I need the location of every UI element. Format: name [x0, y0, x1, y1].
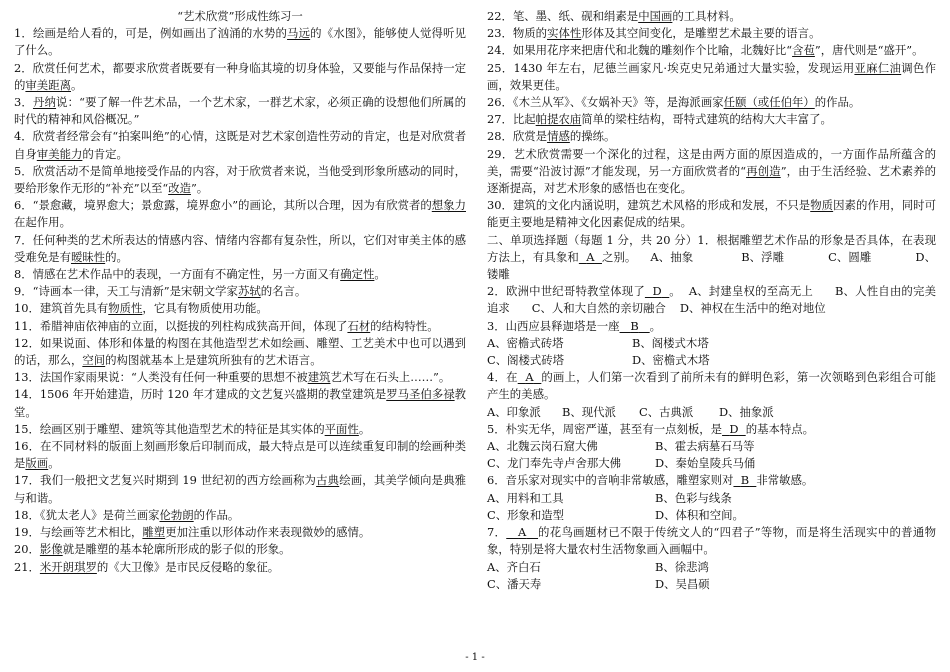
answer: B	[740, 473, 750, 488]
question-item: 22．笔、墨、纸、砚和绢素是中国画的工具材料。	[487, 9, 741, 23]
question-item: 5．欣赏活动不是简单地接受作品的内容，对于欣赏者来说，当他受到形象所感动的同时，要给形象作无形的“补充”以至“改造”。	[14, 163, 466, 196]
option: C、人和大自然的亲切融合	[531, 301, 666, 316]
question-item: 1．绘画是给人看的，可是，例如画出了汹涌的水势的马远的《水图》，能够使人觉得听见了什么。	[14, 26, 466, 58]
question-item: 8．情感在艺术作品中的表现，一方面有不确定性，另一方面又有确定性。	[14, 267, 386, 282]
answer: 古典	[316, 473, 340, 488]
options-mc-3	[487, 335, 936, 352]
option: B、人性自由的完美追求	[487, 284, 936, 316]
options-mc-7b	[487, 576, 936, 593]
page-number: - 1 -	[465, 652, 485, 663]
answer: 石材	[347, 318, 371, 333]
option: C、潘天寿	[487, 576, 542, 591]
answer: A	[518, 525, 527, 540]
option: B、浮雕	[741, 249, 785, 264]
question-item: 14．1506 年开始建造，历时 120 年才建成的文艺复兴盛期的教堂建筑是罗马圣伯多禄教堂。	[14, 387, 467, 419]
fill-in-questions-part1	[14, 25, 466, 576]
answer: 亚麻仁油	[854, 60, 902, 75]
options-mc-6	[487, 490, 936, 507]
page-title: “艺术欣赏”形成性练习一	[177, 9, 303, 23]
answer: 罗马圣伯多禄	[386, 387, 455, 402]
question-item: 7．任何种类的艺术所表达的情感内容、情绪内容都有复杂性，所以，它们对审美主体的感受难免是有暧昧性的。	[14, 232, 466, 264]
answer: 苏轼	[237, 284, 261, 299]
answer: 建筑	[307, 370, 331, 385]
answer: B	[630, 318, 639, 333]
section-heading: 二、单项选择题（每题 1 分，共 20 分）	[487, 232, 698, 247]
question-item: 24．如果用花序来把唐代和北魏的雕刻作个比喻，北魏好比“含苞”，唐代则是“盛开”。	[487, 43, 924, 58]
question-item: 10．建筑首先具有物质性，它具有物质使用功能。	[14, 301, 268, 316]
question-mc-3: 3．山西应县释迦塔是一座 B 。	[487, 318, 662, 333]
question-item: 13．法国作家雨果说：“人类没有任何一种重要的思想不被建筑艺术写在石头上……”。	[14, 370, 451, 385]
option: B、霍去病墓石马等	[655, 439, 755, 454]
options-mc-5b	[487, 455, 936, 472]
question-mc-2: 2．欧洲中世纪哥特教堂体现了 D 。 A、封建皇权的至高无上 B、人性自由的完美追求 C、人和大自然的亲切融合 D、神权在生活中的绝对地位	[487, 284, 936, 316]
question-item: 25．1430 年左右，尼德兰画家凡·埃克史兄弟通过大量实验，发现运用亚麻仁油调色作画，效果更佳。	[487, 60, 936, 92]
question-item: 23．物质的实体性形体及其空间变化，是雕塑艺术最主要的语言。	[487, 26, 821, 41]
option: B、徐悲鸿	[655, 559, 709, 574]
option: D、镂雕	[487, 249, 936, 282]
option: A、印象派	[487, 404, 541, 419]
option: B、色彩与线条	[655, 490, 732, 505]
option: C、圆雕	[828, 249, 872, 264]
option: C、阁楼式砖塔	[487, 353, 565, 368]
answer: 审美距离	[25, 77, 71, 92]
answer: 任颐（或任伯年）	[723, 95, 815, 110]
question-item: 26．《木兰从军》、《女娲补天》等，是海派画家任颐（或任伯年）的作品。	[487, 95, 861, 110]
question-item: 12．如果说面、体形和体量的构图在其他造型艺术如绘画、雕塑、工艺美术中也可以遇到的话，那么，空间的构图就基本上是建筑所独有的艺术语言。	[14, 335, 466, 368]
question-item: 9．“诗画本一律，天工与清新”是宋朝文学家苏轼的名言。	[14, 284, 307, 299]
option: A、齐白石	[487, 559, 541, 574]
answer: 审美能力	[36, 146, 83, 161]
option: A、封建皇权的至高无上	[688, 284, 813, 299]
option: D、神权在生活中的绝对地位	[679, 301, 826, 316]
option: D、体积和空间。	[655, 507, 744, 522]
option: C、形象和造型	[487, 507, 565, 522]
answer: 改造	[168, 181, 191, 196]
options-mc-3b	[487, 352, 936, 369]
question-item: 6．“景愈藏，境界愈大；景愈露，境界愈小”的画论，其所以合理，因为有欣赏者的想象力在起作用。	[14, 198, 466, 230]
question-mc-6: 6．音乐家对现实中的音响非常敏感，雕塑家则对 B 非常敏感。	[487, 473, 814, 488]
option: A、用料和工具	[487, 490, 564, 505]
answer: 暧昧性	[70, 249, 106, 264]
option: D、秦始皇陵兵马俑	[655, 456, 756, 471]
question-item: 15．绘画区别于雕塑、建筑等其他造型艺术的特征是其实体的平面性。	[14, 421, 371, 436]
answer: 影像	[39, 542, 63, 557]
multiple-choice-section	[487, 232, 936, 593]
question-item: 17．我们一般把文艺复兴时期到 19 世纪初的西方绘画称为古典绘画，其美学倾向是典雅与和谐。	[14, 473, 466, 505]
question-item: 27．比起帕提农庙简单的梁柱结构，哥特式建筑的结构大大丰富了。	[487, 112, 832, 127]
question-mc-7: 7． A 的花鸟画题材已不限于传统文人的“四君子”等物，而是将生活现实中的普通物象，特别是将大量农村生活物象画入画幅中。	[487, 525, 936, 557]
answer: 确定性	[340, 267, 375, 282]
question-item: 21．米开朗琪罗的《大卫像》是市民反侵略的象征。	[14, 559, 280, 574]
option: D、密檐式木塔	[632, 353, 710, 368]
answer: 物质	[810, 198, 834, 213]
question-item: 19．与绘画等艺术相比，雕塑更加注重以形体动作来表现微妙的感情。	[14, 525, 371, 540]
question-item: 20．影像就是雕塑的基本轮廓所形成的影子似的形象。	[14, 542, 291, 557]
question-item: 30．建筑的文化内涵说明，建筑艺术风格的形成和发展，不只是物质因素的作用，同时可能更主要地是精神文化因素促成的结果。	[487, 198, 936, 230]
answer: 米开朗琪罗	[39, 559, 97, 574]
answer: 丹纳	[32, 95, 57, 110]
answer: D	[652, 284, 662, 299]
answer: 再创造	[746, 163, 781, 178]
option: A、北魏云岗石窟大佛	[487, 439, 598, 454]
question-item: 28．欣赏是情感的操练。	[487, 129, 616, 144]
question-item: 4．欣赏者经常会有“拍案叫绝”的心情，这既是对艺术家创造性劳动的肯定，也是对欣赏者自身审美能力的肯定。	[14, 129, 466, 161]
question-mc-4: 4．在 A 的画上，人们第一次看到了前所未有的鲜明色彩，第一次领略到色彩组合可能产生的美感。	[487, 370, 937, 402]
answer: 雕塑	[142, 525, 166, 540]
answer: 伦勃朗	[159, 507, 194, 522]
answer: D	[729, 421, 739, 436]
option: B、阁楼式木塔	[632, 335, 709, 350]
option: C、古典派	[639, 404, 694, 419]
question-item: 16．在不同材料的版面上刻画形象后印制而成，最大特点是可以连续重复印制的绘画种类是版画。	[14, 439, 466, 471]
option: B、现代派	[562, 404, 616, 419]
answer: 想象力	[431, 198, 466, 213]
answer: 实体性	[547, 26, 582, 41]
answer: 平面性	[324, 421, 359, 436]
options-mc-5	[487, 438, 936, 455]
question-item: 18．《犹太老人》是荷兰画家伦勃朗的作品。	[14, 507, 240, 522]
option: D、抽象派	[719, 404, 774, 419]
answer: A	[586, 249, 595, 264]
fill-in-questions-part2	[487, 8, 936, 232]
options-mc-4	[487, 404, 936, 421]
option: D、吴昌硕	[655, 576, 710, 591]
options-mc-7	[487, 559, 936, 576]
question-item: 11．希腊神庙依神庙的立面，以挺拔的列柱构成狭高开间，体现了石材的结构特性。	[14, 318, 439, 333]
answer: 版画	[25, 456, 49, 471]
options-mc-6b	[487, 507, 936, 524]
option: A、密檐式砖塔	[487, 335, 564, 350]
answer: 马远	[287, 26, 311, 41]
option: A、抽象	[650, 249, 694, 264]
question-item: 2．欣赏任何艺术，都要求欣赏者既要有一种身临其境的切身体验，又要能与作品保持一定的审美距离。	[14, 60, 466, 92]
option: C、龙门奉先寺卢舍那大佛	[487, 456, 622, 471]
answer: 中国画	[638, 9, 673, 23]
answer: 情感	[547, 129, 570, 144]
answer: A	[525, 370, 534, 385]
question-mc-1: 二、单项选择题（每题 1 分，共 20 分）1．根据雕塑艺术作品的形象是否具体，在表现方法上，有具象和 A 之别。 A、抽象 B、浮雕 C、圆雕 D、镂雕	[487, 232, 936, 282]
answer: 含苞	[792, 43, 815, 58]
question-item: 3．丹纳说：“要了解一件艺术品，一个艺术家，一群艺术家，必须正确的设想他们所属的时代的精神和风俗概况。”	[14, 95, 466, 127]
right-column	[487, 8, 936, 593]
left-column	[14, 8, 466, 576]
answer: 帕提农庙	[535, 112, 582, 127]
answer: 物质性	[108, 301, 143, 316]
question-item: 29．艺术欣赏需要一个深化的过程，这是由两方面的原因造成的，一方面作品所蕴含的美，需要“沿波讨源”才能发现，另一方面欣赏者的“再创造”，由于生活经验、艺术素养的逐渐提高，对艺术形象的感悟也在变化。	[487, 146, 936, 196]
question-mc-5: 5．朴实无华，周密严谨，甚至有一点刻板，是 D 的基本特点。	[487, 421, 815, 436]
answer: 空间	[82, 353, 106, 368]
